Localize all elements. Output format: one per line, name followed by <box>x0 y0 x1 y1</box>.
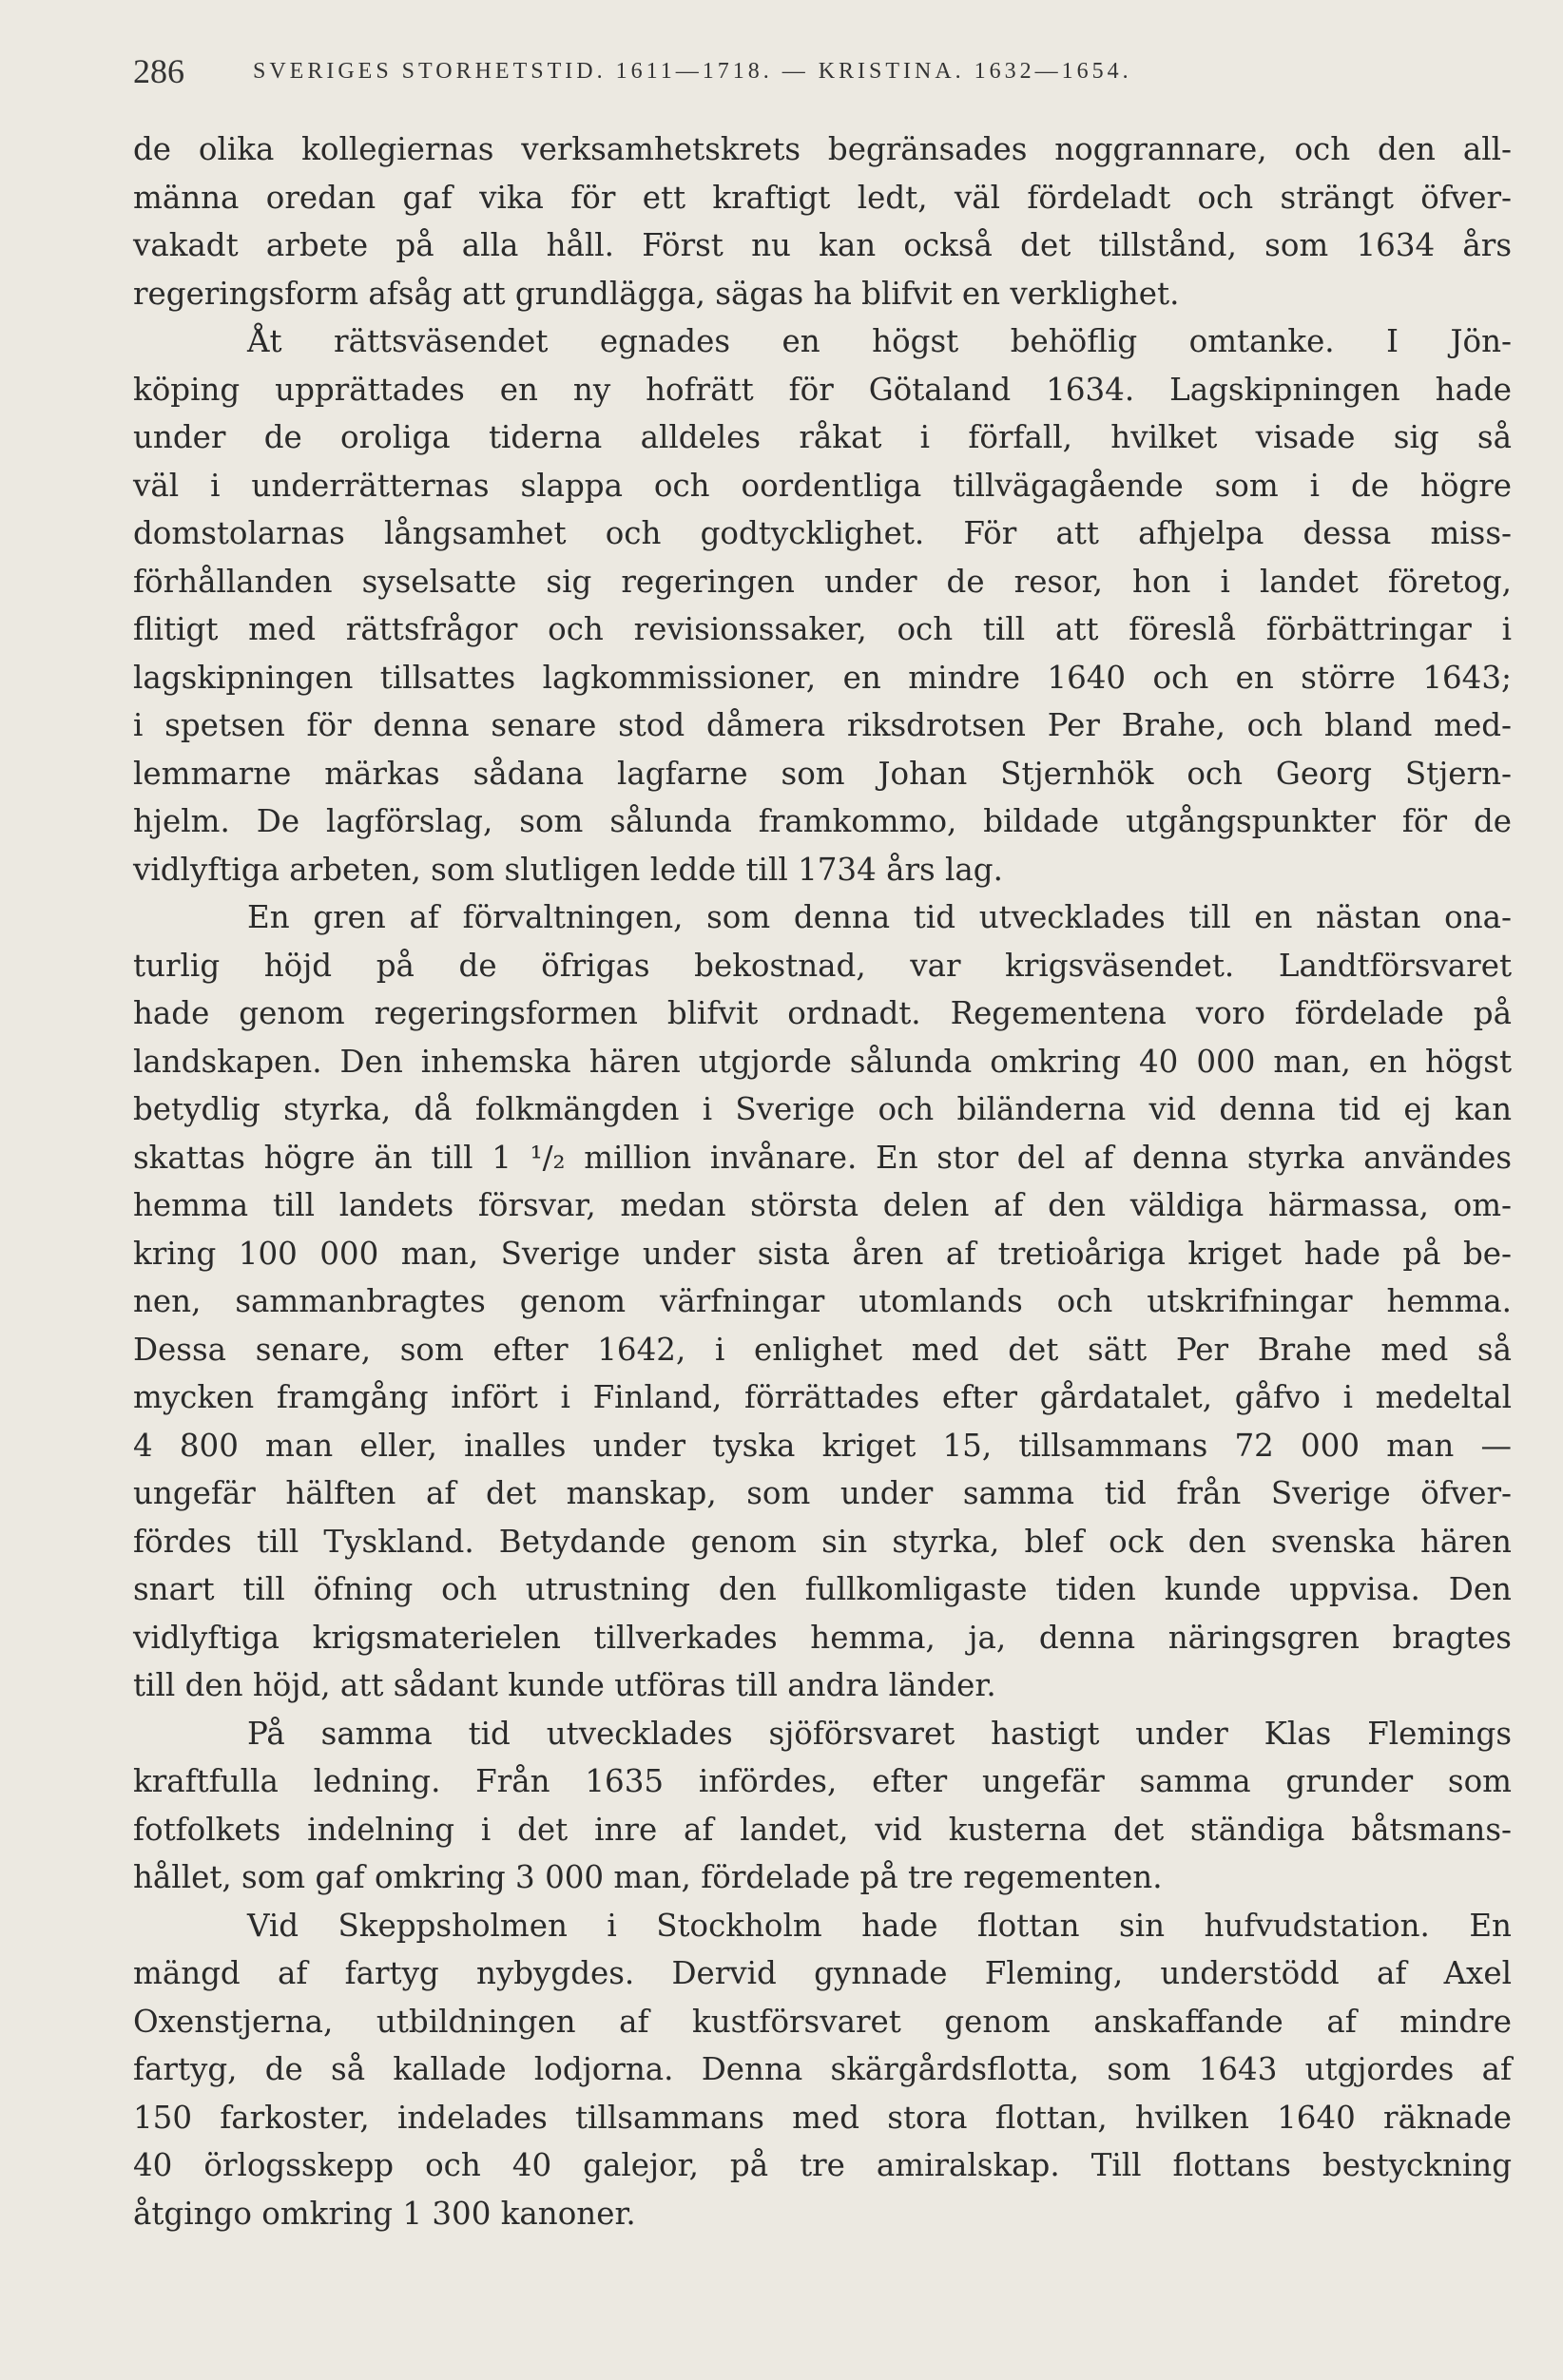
text-line: En gren af förvaltningen, som denna tid utvecklades till en nästan ona- <box>247 899 1512 935</box>
text-line: Dessa senare, som efter 1642, i enlighet med det sätt Per Brahe med så <box>133 1331 1512 1368</box>
text-line: till den höjd, att sådant kunde utföras till andra länder. <box>133 1667 996 1703</box>
text-line: mycken framgång infört i Finland, förrättades efter gårdatalet, gåfvo i medeltal <box>133 1379 1512 1415</box>
text-line: hållet, som gaf omkring 3 000 man, fördelade på tre regementen. <box>133 1859 1163 1895</box>
text-line: flitigt med rättsfrågor och revisionssaker, och till att föreslå förbättringar i <box>133 611 1512 647</box>
text-line: hemma till landets försvar, medan största delen af den väldiga härmassa, om- <box>133 1187 1512 1223</box>
text-line: hade genom regeringsformen blifvit ordnadt. Regementena voro fördelade på <box>133 995 1512 1031</box>
text-line: lagskipningen tillsattes lagkommissioner, en mindre 1640 och en större 1643; <box>133 659 1512 696</box>
text-line: snart till öfning och utrustning den fullkomligaste tiden kunde uppvisa. Den <box>133 1571 1512 1607</box>
text-line: vakadt arbete på alla håll. Först nu kan också det tillstånd, som 1634 års <box>133 227 1512 263</box>
running-head: SVERIGES STORHETSTID. 1611—1718. — KRISTINA. 1632—1654. <box>253 59 1132 84</box>
text-line: åtgingo omkring 1 300 kanoner. <box>133 2195 636 2232</box>
text-line: landskapen. Den inhemska hären utgjorde sålunda omkring 40 000 man, en högst <box>133 1043 1512 1080</box>
text-line: skattas högre än till 1 ¹/₂ million invånare. En stor del af denna styrka användes <box>133 1139 1512 1176</box>
text-line: betydlig styrka, då folkmängden i Sverige och biländerna vid denna tid ej kan <box>133 1091 1512 1127</box>
text-line: fördes till Tyskland. Betydande genom sin styrka, blef ock den svenska hären <box>133 1523 1512 1560</box>
text-line: Oxenstjerna, utbildningen af kustförsvaret genom anskaffande af mindre <box>133 2003 1512 2040</box>
text-line: ungefär hälften af det manskap, som under samma tid från Sverige öfver- <box>133 1475 1512 1511</box>
text-line: nen, sammanbragtes genom värfningar utomlands och utskrifningar hemma. <box>133 1283 1512 1319</box>
text-line: hjelm. De lagförslag, som sålunda framkommo, bildade utgångspunkter för de <box>133 803 1512 839</box>
text-line: turlig höjd på de öfrigas bekostnad, var krigsväsendet. Landtförsvaret <box>133 947 1512 984</box>
text-line: köping upprättades en ny hofrätt för Götaland 1634. Lagskipningen hade <box>133 371 1512 408</box>
text-line: väl i underrätternas slappa och oordentliga tillvägagående som i de högre <box>133 467 1512 504</box>
text-line: mängd af fartyg nybygdes. Dervid gynnade Fleming, understödd af Axel <box>133 1955 1512 1991</box>
page-header <box>133 51 1502 99</box>
text-line: i spetsen för denna senare stod dåmera riksdrotsen Per Brahe, och bland med- <box>133 707 1512 743</box>
text-line: 40 örlogsskepp och 40 galejor, på tre amiralskap. Till flottans bestyckning <box>133 2147 1512 2183</box>
text-line: På samma tid utvecklades sjöförsvaret hastigt under Klas Flemings <box>247 1715 1512 1752</box>
text-line: förhållanden syselsatte sig regeringen under de resor, hon i landet företog, <box>133 563 1512 600</box>
text-line: männa oredan gaf vika för ett kraftigt ledt, väl fördeladt och strängt öfver- <box>133 179 1512 216</box>
text-line: fartyg, de så kallade lodjorna. Denna skärgårdsflotta, som 1643 utgjordes af <box>133 2051 1512 2087</box>
text-line: vidlyftiga arbeten, som slutligen ledde till 1734 års lag. <box>133 851 1003 888</box>
text-line: fotfolkets indelning i det inre af landet, vid kusterna det ständiga båtsmans- <box>133 1811 1512 1848</box>
text-line: lemmarne märkas sådana lagfarne som Johan Stjernhök och Georg Stjern- <box>133 755 1512 792</box>
text-line: Åt rättsväsendet egnades en högst behöflig omtanke. I Jön- <box>247 323 1512 359</box>
text-line: under de oroliga tiderna alldeles råkat i förfall, hvilket visade sig så <box>133 419 1512 455</box>
text-line: kraftfulla ledning. Från 1635 infördes, efter ungefär samma grunder som <box>133 1763 1512 1799</box>
text-line: vidlyftiga krigsmaterielen tillverkades hemma, ja, denna näringsgren bragtes <box>133 1619 1512 1656</box>
text-line: 4 800 man eller, inalles under tyska kriget 15, tillsammans 72 000 man — <box>133 1427 1512 1464</box>
text-line: Vid Skeppsholmen i Stockholm hade flottan sin hufvudstation. En <box>247 1907 1512 1944</box>
text-line: regeringsform afsåg att grundlägga, sägas ha blifvit en verklighet. <box>133 275 1180 312</box>
text-line: de olika kollegiernas verksamhetskrets begränsades noggrannare, och den all- <box>133 131 1512 167</box>
page-number: 286 <box>133 52 184 90</box>
body-text <box>133 125 1512 2237</box>
text-line: domstolarnas långsamhet och godtycklighet. För att afhjelpa dessa miss- <box>133 515 1512 551</box>
text-line: kring 100 000 man, Sverige under sista åren af tretioåriga kriget hade på be- <box>133 1235 1512 1272</box>
text-line: 150 farkoster, indelades tillsammans med stora flottan, hvilken 1640 räknade <box>133 2099 1512 2136</box>
